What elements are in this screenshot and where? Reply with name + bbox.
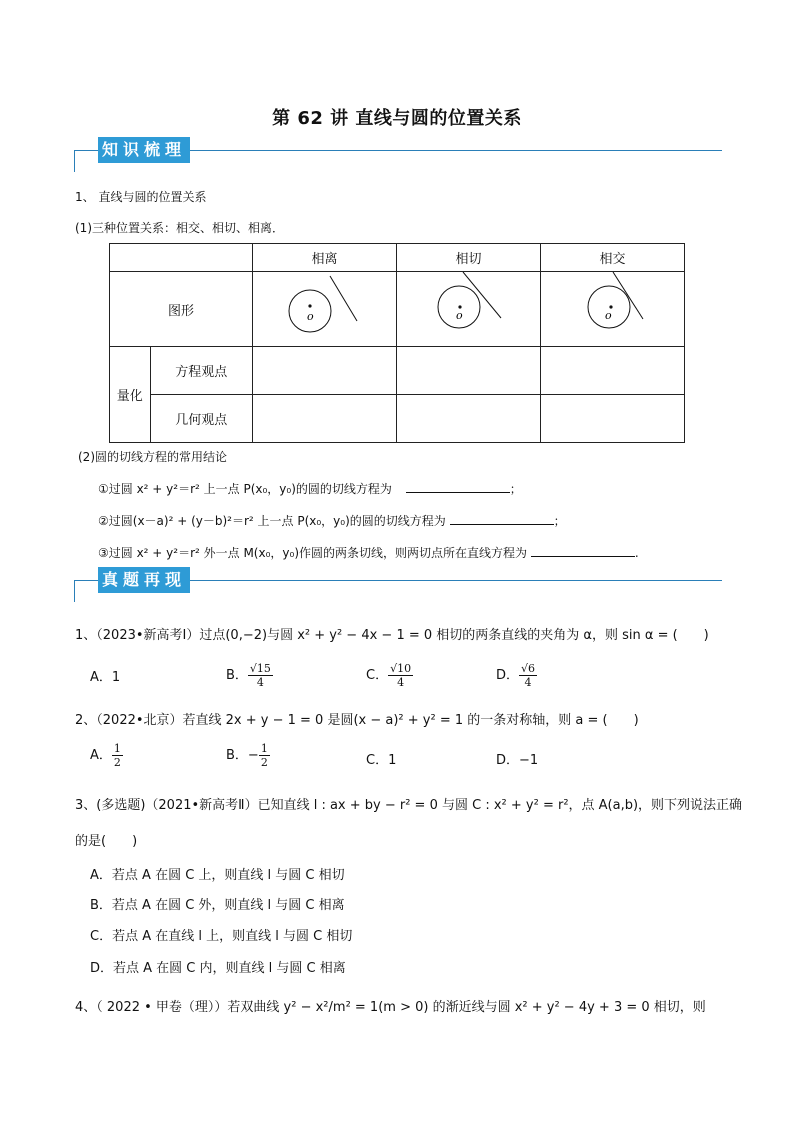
row-label-quantify: 量化 — [110, 347, 151, 443]
subheading-tangent-conclusions: (2)圆的切线方程的常用结论 — [78, 450, 227, 464]
option-b[interactable]: B．− $\frac{1}{2}$ — [226, 742, 268, 769]
figure-intersect — [540, 272, 684, 347]
question-2-stem: 2、（2022•北京）若直线 2x + y − 1 = 0 是圆(x − a)² + y² = 1 的一条对称轴，则 a = ( ) — [75, 713, 639, 728]
answer-blank[interactable] — [531, 544, 635, 557]
section-heading: 1、 直线与圆的位置关系 — [75, 190, 207, 204]
option-b[interactable]: B．若点 A 在圆 C 外，则直线 l 与圆 C 相离 — [90, 898, 345, 913]
row-label-figure: 图形 — [110, 272, 253, 347]
option-d[interactable]: D． $\frac{√6}{4}$ — [496, 662, 536, 689]
question-3-stem-cont: 的是( ) — [75, 834, 138, 849]
option-d[interactable]: D．若点 A 在圆 C 内，则直线 l 与圆 C 相离 — [90, 961, 346, 976]
row-label-equation: 方程观点 — [150, 347, 252, 395]
option-d[interactable]: D．−1 — [496, 753, 539, 768]
center-label: o — [455, 309, 463, 322]
option-a[interactable]: A．若点 A 在圆 C 上，则直线 l 与圆 C 相切 — [90, 868, 345, 883]
question-1-stem: 1、（2023•新高考Ⅰ）过点(0,−2)与圆 x² + y² − 4x − 1 = 0 相切的两条直线的夹角为 α，则 sin α = ( ) — [75, 628, 709, 643]
cell-eq-tangent — [396, 347, 540, 395]
tangent-item-1 — [98, 480, 522, 497]
cell-geo-separate — [252, 395, 396, 443]
header-tangent: 相切 — [396, 244, 540, 272]
circle-line-separate-figure — [253, 272, 396, 342]
banner-label: 知识梳理 — [98, 137, 190, 163]
header-separate: 相离 — [252, 244, 396, 272]
circle-line-tangent-figure — [397, 272, 540, 342]
center-label: o — [604, 309, 612, 322]
tangent-item-3 — [98, 544, 639, 561]
header-intersect: 相交 — [540, 244, 684, 272]
section-banner-real-exam — [74, 567, 722, 593]
row-label-geometry: 几何观点 — [150, 395, 252, 443]
option-c[interactable]: C． $\frac{√10}{4}$ — [366, 662, 412, 689]
cell-eq-separate — [252, 347, 396, 395]
question-3-stem: 3、(多选题)（2021•新高考Ⅱ）已知直线 l : ax + by − r² = 0 与圆 C : x² + y² = r²，点 A(a,b)，则下列说法正确 — [75, 798, 743, 813]
option-a[interactable]: A． $\frac{1}{2}$ — [90, 742, 121, 769]
section-banner-knowledge — [74, 137, 722, 163]
option-a[interactable]: A．1 — [90, 670, 121, 685]
option-c[interactable]: C．若点 A 在直线 l 上，则直线 l 与圆 C 相切 — [90, 929, 353, 944]
question-4-stem: 4、（ 2022 • 甲卷（理））若双曲线 y² − x²/m² = 1(m > 0) 的渐近线与圆 x² + y² − 4y + 3 = 0 相切，则 — [75, 1000, 706, 1015]
item-end: ； — [509, 482, 522, 496]
item-text: ②过圆(x－a)² + (y－b)²＝r² 上一点 P(x₀，y₀)的圆的切线方程为 — [98, 514, 446, 528]
question-2-options — [90, 742, 650, 774]
banner-label: 真题再现 — [98, 567, 190, 593]
table-corner — [110, 244, 253, 272]
item-end: . — [634, 546, 639, 560]
cell-eq-intersect — [540, 347, 684, 395]
option-c[interactable]: C．1 — [366, 753, 397, 768]
center-label: o — [306, 310, 314, 323]
page-title: 第 62 讲 直线与圆的位置关系 — [272, 108, 522, 129]
answer-blank[interactable] — [450, 512, 554, 525]
circle-line-intersect-figure — [541, 272, 684, 342]
cell-geo-intersect — [540, 395, 684, 443]
figure-tangent — [396, 272, 540, 347]
item-text: ①过圆 x² + y²＝r² 上一点 P(x₀，y₀)的圆的切线方程为 — [98, 482, 392, 496]
question-1-options — [90, 662, 650, 692]
tangent-item-2 — [98, 512, 566, 529]
cell-geo-tangent — [396, 395, 540, 443]
option-b[interactable]: B． $\frac{√15}{4}$ — [226, 662, 271, 689]
subheading-three-relations: (1)三种位置关系：相交、相切、相离． — [75, 221, 284, 235]
answer-blank[interactable] — [406, 480, 510, 493]
relation-table — [109, 243, 685, 443]
item-end: ； — [553, 514, 566, 528]
item-text: ③过圆 x² + y²＝r² 外一点 M(x₀，y₀)作圆的两条切线，则两切点所在直线方程为 — [98, 546, 527, 560]
figure-separate — [252, 272, 396, 347]
